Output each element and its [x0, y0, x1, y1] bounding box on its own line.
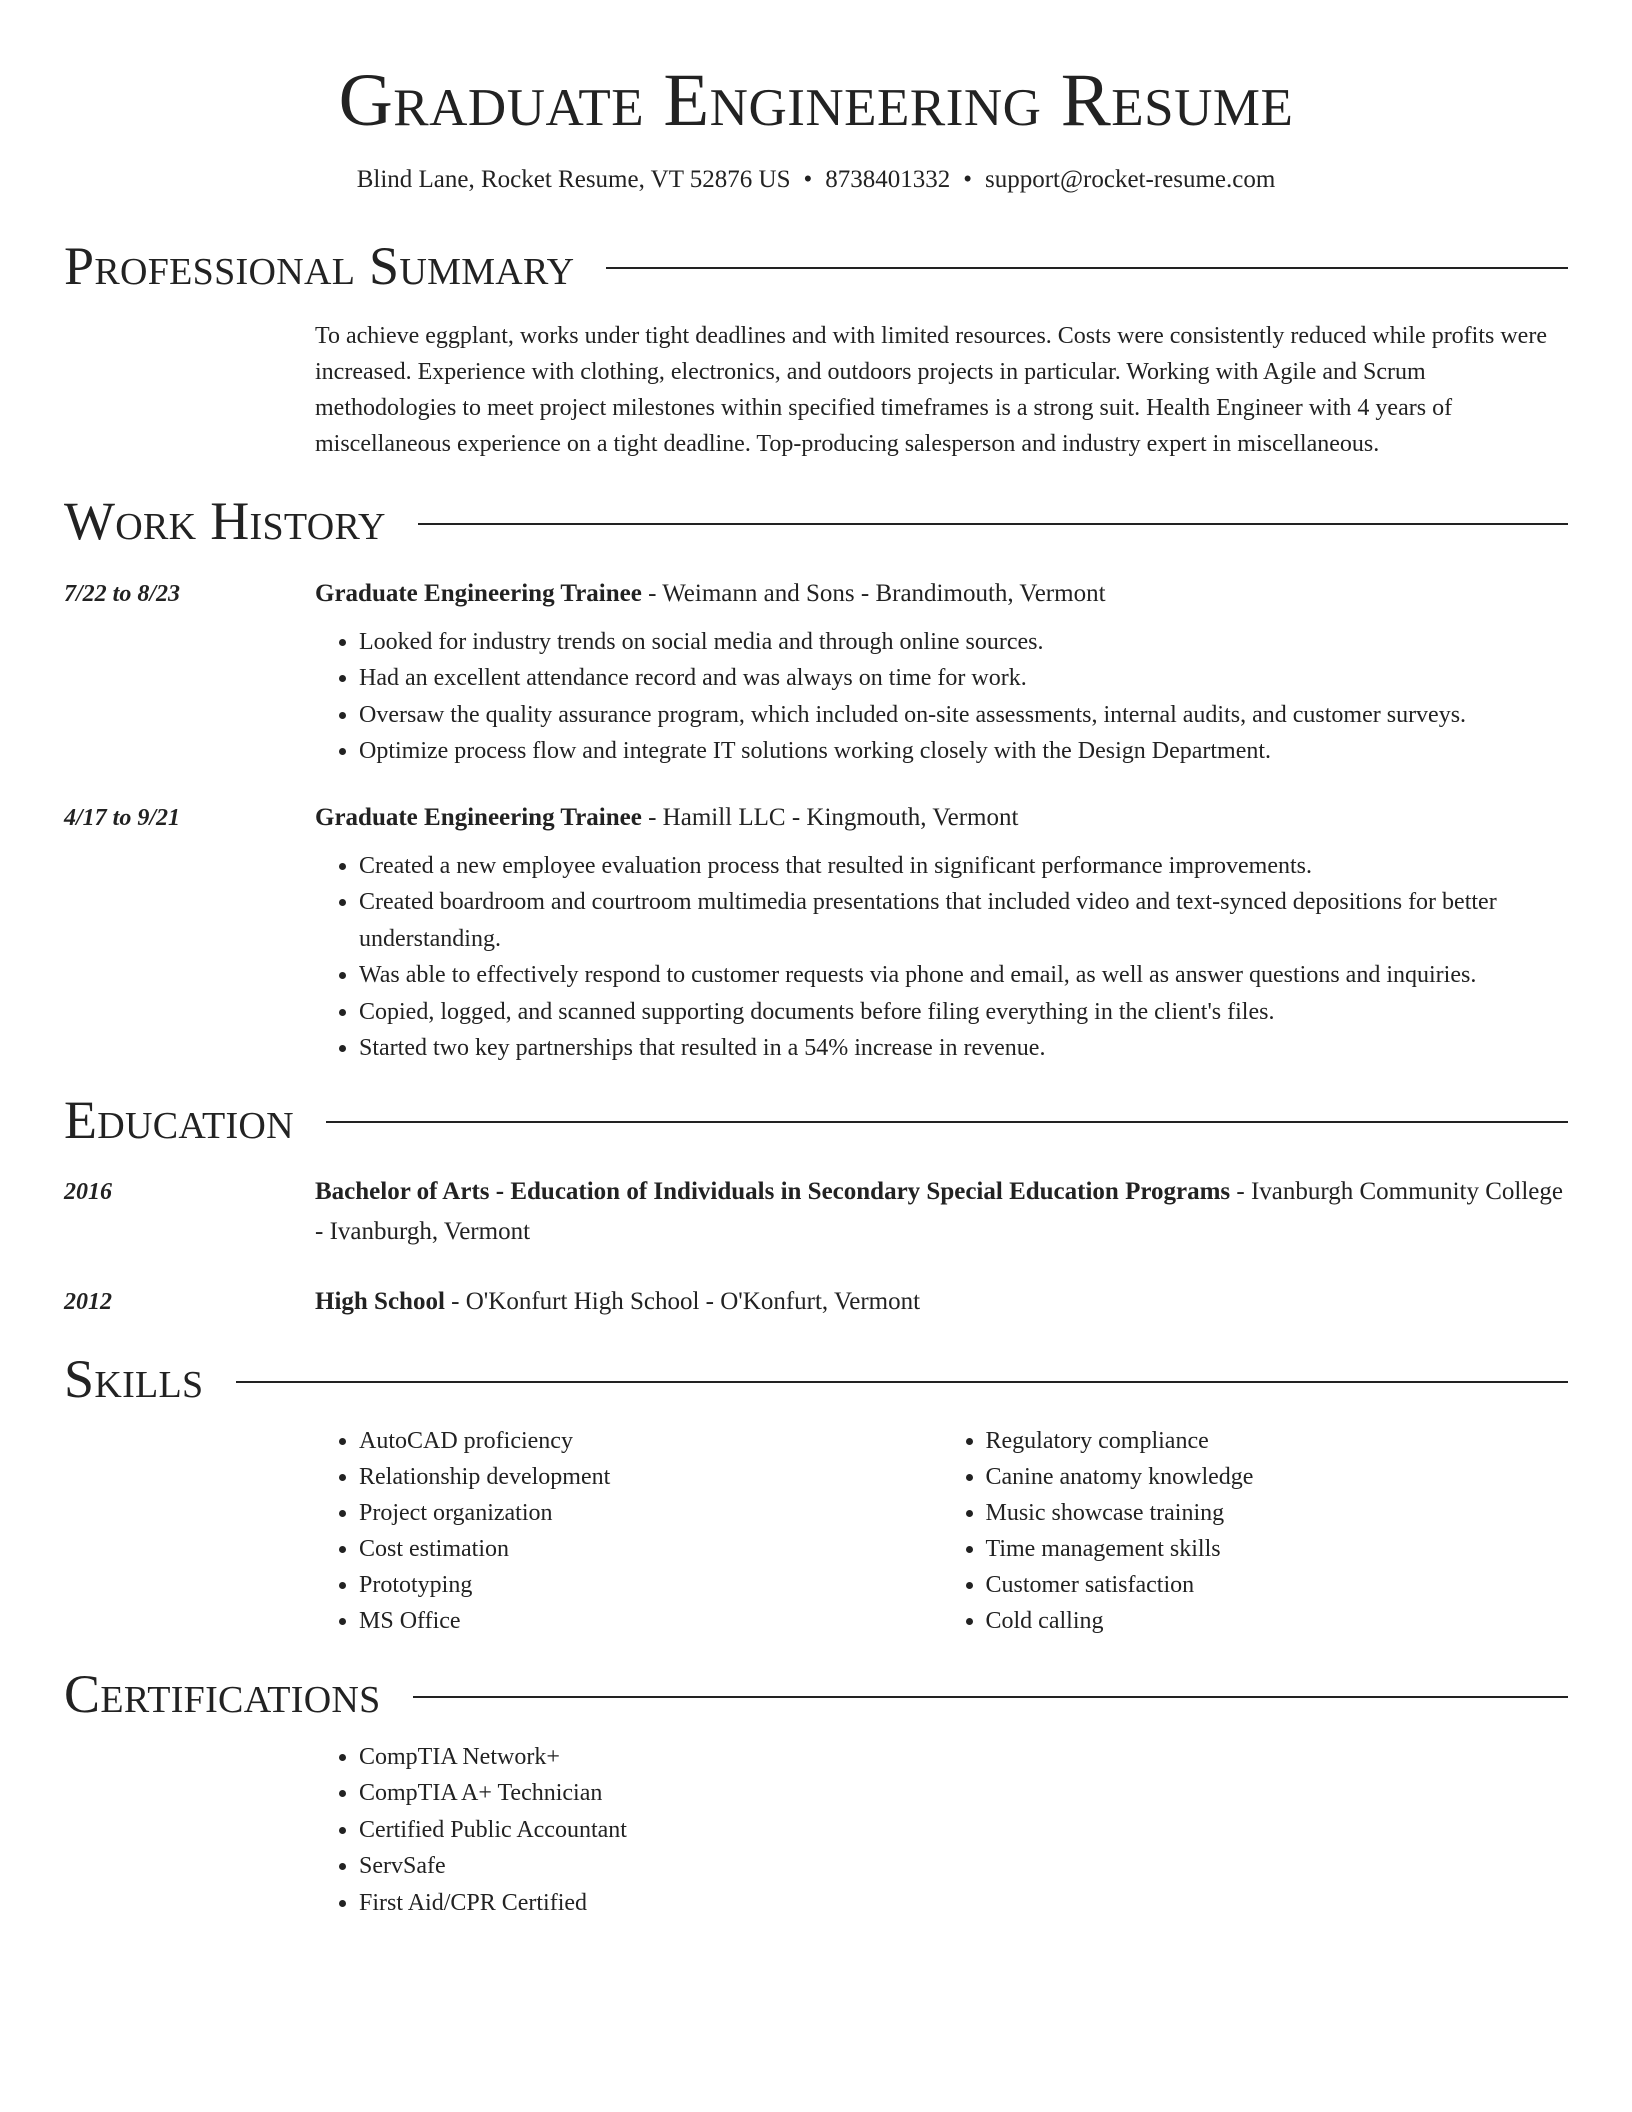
list-item: • Copied, logged, and scanned supporting documents before filing everything in the client's files. — [359, 994, 1568, 1031]
contact-address: Blind Lane, Rocket Resume, VT 52876 US — [356, 166, 791, 194]
education-degree: High School — [315, 1287, 445, 1315]
list-item: • Looked for industry trends on social media and through online sources. — [359, 624, 1568, 661]
work-heading: Work History — [64, 491, 386, 552]
summary-text: To achieve eggplant, works under tight deadlines and with limited resources. Costs were consistently reduced while profits were increased. Experience with clothing, electronics, and outdoors projects in particular. Working with Agile and Scrum methodologies to meet project milestones within specified timeframes is a strong suit. Health Engineer with 4 years of miscellaneous experience on a tight deadline. Top-producing salesperson and industry expert in miscellaneous. — [315, 323, 1547, 458]
work-section-header — [64, 492, 1568, 551]
certifications-section-header — [64, 1665, 1568, 1724]
list-item: • Customer satisfaction — [986, 1567, 1569, 1603]
list-item: • Optimize process flow and integrate IT solutions working closely with the Design Department. — [359, 733, 1568, 770]
contact-email: support@rocket-resume.com — [985, 166, 1276, 194]
list-item: • First Aid/CPR Certified — [359, 1885, 1568, 1922]
list-item: • Cost estimation — [359, 1531, 942, 1567]
job-role: Graduate Engineering Trainee — [315, 803, 642, 831]
contact-line — [64, 164, 1568, 197]
job-dates: 7/22 to 8/23 — [64, 580, 181, 607]
job-dates: 4/17 to 9/21 — [64, 804, 181, 831]
list-item: • Had an excellent attendance record and was always on time for work. — [359, 660, 1568, 697]
skills-heading: Skills — [64, 1348, 204, 1409]
list-item: • Project organization — [359, 1495, 942, 1531]
list-item: • Regulatory compliance — [986, 1423, 1569, 1459]
job-bullets — [315, 848, 1568, 1067]
job-heading — [315, 574, 1568, 614]
list-item: • Canine anatomy knowledge — [986, 1459, 1569, 1495]
education-section-header — [64, 1091, 1568, 1150]
list-item: • Certified Public Accountant — [359, 1812, 1568, 1849]
list-item: • CompTIA Network+ — [359, 1739, 1568, 1776]
certifications-heading: Certifications — [64, 1664, 381, 1725]
section-divider — [606, 267, 1568, 269]
contact-separator: • — [963, 166, 972, 194]
job-details: - Hamill LLC - Kingmouth, Vermont — [641, 803, 1019, 831]
job-heading — [315, 798, 1568, 838]
contact-separator: • — [803, 166, 813, 194]
section-divider — [413, 1696, 1568, 1698]
list-item: • Oversaw the quality assurance program, which included on-site assessments, internal audits, and customer surveys. — [359, 697, 1568, 734]
skills-list-right — [942, 1423, 1569, 1639]
education-heading: Education — [64, 1089, 294, 1150]
list-item: • Music showcase training — [986, 1495, 1569, 1531]
section-divider — [326, 1121, 1568, 1123]
list-item: • Time management skills — [986, 1531, 1569, 1567]
list-item: • Relationship development — [359, 1459, 942, 1495]
list-item: • Prototyping — [359, 1567, 942, 1603]
education-year: 2012 — [64, 1288, 112, 1315]
certifications-list — [315, 1739, 1568, 1922]
section-divider — [418, 523, 1568, 525]
list-item: • Created boardroom and courtroom multimedia presentations that included video and text-synced depositions for better understanding. — [359, 884, 1568, 957]
list-item: • Cold calling — [986, 1603, 1569, 1639]
education-details: - O'Konfurt High School - O'Konfurt, Vermont — [444, 1287, 921, 1315]
job-entry — [64, 574, 1568, 770]
skills-list-left — [315, 1423, 942, 1639]
education-details: - Ivanburgh Community College - Ivanburgh, Vermont — [315, 1177, 1563, 1245]
section-divider — [236, 1381, 1569, 1383]
list-item: • ServSafe — [359, 1848, 1568, 1885]
education-year: 2016 — [64, 1178, 112, 1205]
job-role: Graduate Engineering Trainee — [315, 579, 642, 607]
education-entry — [64, 1282, 1568, 1322]
education-entry — [64, 1172, 1568, 1252]
list-item: • Was able to effectively respond to customer requests via phone and email, as well as answer questions and inquiries. — [359, 957, 1568, 994]
contact-phone: 8738401332 — [825, 166, 951, 194]
list-item: • CompTIA A+ Technician — [359, 1775, 1568, 1812]
skills-columns — [315, 1423, 1568, 1639]
summary-section-header — [64, 237, 1568, 296]
resume-page — [64, 0, 1568, 1921]
skills-section-header — [64, 1350, 1568, 1409]
education-degree: Bachelor of Arts - Education of Individuals in Secondary Special Education Programs — [315, 1177, 1231, 1205]
summary-heading: Professional Summary — [64, 235, 575, 296]
job-details: - Weimann and Sons - Brandimouth, Vermont — [641, 579, 1106, 607]
job-entry — [64, 798, 1568, 1067]
job-bullets — [315, 624, 1568, 770]
list-item: • MS Office — [359, 1603, 942, 1639]
list-item: • Started two key partnerships that resulted in a 54% increase in revenue. — [359, 1030, 1568, 1067]
list-item: • AutoCAD proficiency — [359, 1423, 942, 1459]
resume-name: Graduate Engineering Resume — [338, 59, 1294, 142]
list-item: • Created a new employee evaluation process that resulted in significant performance improvements. — [359, 848, 1568, 885]
